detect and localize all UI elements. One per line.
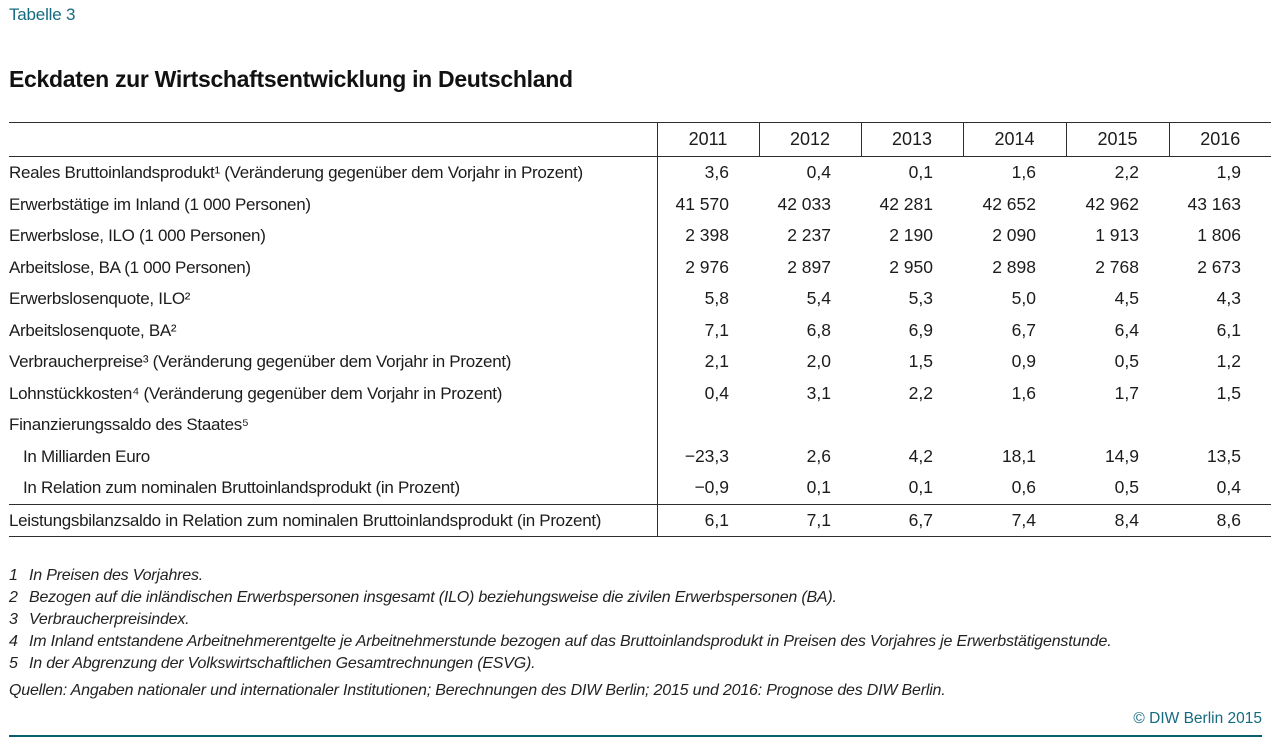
value-cell: 7,1: [759, 504, 861, 537]
value-cell: 2 673: [1197, 256, 1241, 277]
value-cell: 6,7: [1011, 319, 1036, 340]
data-table: [9, 122, 1271, 537]
row-label: Arbeitslosenquote, BA²: [9, 320, 177, 340]
value-cell: 18,1: [1001, 445, 1036, 466]
value-cell: 2,0: [806, 351, 831, 371]
value-cell: [759, 409, 861, 441]
value-cell: 6,8: [806, 319, 831, 340]
table-row: [9, 409, 1271, 441]
row-label: In Milliarden Euro: [23, 446, 150, 466]
row-label: Erwerbslose, ILO (1 000 Personen): [9, 226, 266, 245]
value-cell: 5,8: [657, 283, 759, 315]
value-cell: [1169, 409, 1271, 441]
table-row: [9, 252, 1271, 284]
value-cell: 6,4: [1114, 319, 1139, 340]
value-cell: 2,1: [657, 346, 759, 378]
footnote-item: [9, 565, 1271, 587]
value-cell: 3,1: [806, 382, 831, 403]
row-label: Arbeitslose, BA (1 000 Personen): [9, 257, 251, 277]
year-header: 2011: [657, 123, 759, 157]
value-cell: 1,6: [1011, 162, 1036, 182]
year-header: 2014: [963, 123, 1066, 157]
value-cell: 2,2: [1114, 162, 1139, 182]
footnote-text: In der Abgrenzung der Volkswirtschaftlichen Gesamtrechnungen (ESVG).: [29, 655, 536, 672]
row-label: In Relation zum nominalen Bruttoinlandsprodukt (in Prozent): [23, 478, 460, 497]
value-cell: 2 898: [992, 256, 1036, 277]
value-cell: 6,1: [1216, 319, 1241, 340]
value-cell: 5,3: [908, 288, 933, 308]
footnote-text: Bezogen auf die inländischen Erwerbspersonen insgesamt (ILO) beziehungsweise die zivilen Erwerbspersonen (BA).: [29, 589, 837, 606]
value-cell: 6,1: [657, 504, 759, 537]
value-cell: 2,2: [908, 382, 933, 403]
footnotes: [9, 565, 1271, 675]
value-cell: 6,7: [861, 504, 963, 537]
value-cell: 42 962: [1085, 193, 1139, 214]
value-cell: 4,2: [908, 445, 933, 466]
table-row: [9, 220, 1271, 252]
footnote-text: In Preisen des Vorjahres.: [29, 567, 204, 584]
row-label: Verbraucherpreise³ (Veränderung gegenüber dem Vorjahr in Prozent): [9, 352, 512, 371]
value-cell: [1066, 409, 1169, 441]
value-cell: 2 237: [787, 225, 831, 245]
footnote-item: [9, 587, 1271, 609]
value-cell: 1,9: [1216, 162, 1241, 182]
value-cell: 8,6: [1169, 504, 1271, 537]
value-cell: 0,1: [908, 162, 933, 182]
footnote-number: 2: [9, 589, 18, 606]
table-row: [9, 472, 1271, 504]
value-cell: 8,4: [1066, 504, 1169, 537]
value-cell: 0,4: [657, 378, 759, 410]
year-header: 2016: [1169, 123, 1271, 157]
value-cell: 1,5: [1216, 382, 1241, 403]
year-header: 2012: [759, 123, 861, 157]
footnote-number: 3: [9, 611, 18, 628]
value-cell: 0,9: [1011, 351, 1036, 371]
value-cell: 7,1: [657, 315, 759, 347]
row-label: Erwerbslosenquote, ILO²: [9, 289, 191, 308]
value-cell: 2 950: [889, 256, 933, 277]
footnote-number: 1: [9, 567, 18, 584]
value-cell: 5,4: [806, 288, 831, 308]
year-header: 2013: [861, 123, 963, 157]
value-cell: 0,4: [806, 162, 831, 182]
footnote-number: 5: [9, 655, 18, 672]
value-cell: 6,9: [908, 319, 933, 340]
value-cell: 13,5: [1206, 445, 1241, 466]
sources-line: Quellen: Angaben nationaler und internationaler Institutionen; Berechnungen des DIW Berlin; 2015 und 2016: Prognose des DIW Berlin.: [9, 682, 946, 699]
footnote-text: Im Inland entstandene Arbeitnehmerentgelte je Arbeitnehmerstunde bezogen auf das Bruttoinlandsprodukt in Preisen des Vorjahres je Erwerbstätigenstunde.: [29, 633, 1112, 650]
value-cell: 41 570: [657, 189, 759, 221]
table-row: [9, 346, 1271, 378]
row-label: Finanzierungssaldo des Staates⁵: [9, 415, 249, 434]
value-cell: 0,1: [806, 477, 831, 497]
footnote-item: [9, 609, 1271, 631]
value-cell: 42 033: [777, 193, 831, 214]
value-cell: 42 281: [879, 193, 933, 214]
value-cell: 2 768: [1095, 256, 1139, 277]
table-kicker: Tabelle 3: [9, 5, 76, 24]
value-cell: 1,7: [1114, 382, 1139, 403]
footnote-item: [9, 631, 1271, 653]
value-cell: 2 897: [787, 256, 831, 277]
footnote-number: 4: [9, 633, 18, 650]
value-cell: 1,5: [908, 351, 933, 371]
row-label: Lohnstückkosten⁴ (Veränderung gegenüber dem Vorjahr in Prozent): [9, 383, 503, 403]
table-row: [9, 157, 1271, 189]
page-title: Eckdaten zur Wirtschaftsentwicklung in Deutschland: [9, 66, 573, 92]
bottom-rule: [9, 735, 1262, 737]
value-cell: 1 806: [1197, 225, 1241, 245]
footnote-text: Verbraucherpreisindex.: [29, 611, 190, 628]
value-cell: 5,0: [1011, 288, 1036, 308]
value-cell: 2 398: [657, 220, 759, 252]
value-cell: [657, 409, 759, 441]
footnote-item: [9, 653, 1271, 675]
value-cell: 3,6: [657, 157, 759, 189]
value-cell: 42 652: [982, 193, 1036, 214]
value-cell: 0,6: [1011, 477, 1036, 497]
value-cell: 1,6: [1011, 382, 1036, 403]
value-cell: 0,4: [1216, 477, 1241, 497]
table-row: [9, 189, 1271, 221]
value-cell: −23,3: [657, 441, 759, 473]
value-cell: 0,5: [1114, 477, 1139, 497]
value-cell: 4,3: [1216, 288, 1241, 308]
row-label: Reales Bruttoinlandsprodukt¹ (Veränderung gegenüber dem Vorjahr in Prozent): [9, 163, 583, 182]
value-cell: [861, 409, 963, 441]
table-row: [9, 441, 1271, 473]
value-cell: 1,2: [1216, 351, 1241, 371]
table-row: [9, 283, 1271, 315]
value-cell: 2,6: [806, 445, 831, 466]
value-cell: 14,9: [1104, 445, 1139, 466]
copyright: © DIW Berlin 2015: [1133, 710, 1262, 727]
value-cell: 0,5: [1114, 351, 1139, 371]
value-cell: 43 163: [1187, 193, 1241, 214]
table-row: [9, 504, 1271, 537]
value-cell: −0,9: [657, 472, 759, 504]
value-cell: 0,1: [908, 477, 933, 497]
value-cell: 4,5: [1114, 288, 1139, 308]
table-body: [9, 157, 1271, 537]
value-cell: [963, 409, 1066, 441]
value-cell: 2 976: [657, 252, 759, 284]
table-row: [9, 315, 1271, 347]
row-label: Leistungsbilanzsaldo in Relation zum nominalen Bruttoinlandsprodukt (in Prozent): [9, 504, 657, 537]
value-cell: 7,4: [963, 504, 1066, 537]
row-label-header: [9, 123, 657, 157]
value-cell: 2 190: [889, 225, 933, 245]
table-row: [9, 378, 1271, 410]
row-label: Erwerbstätige im Inland (1 000 Personen): [9, 194, 311, 214]
value-cell: 2 090: [992, 225, 1036, 245]
year-header: 2015: [1066, 123, 1169, 157]
value-cell: 1 913: [1095, 225, 1139, 245]
header-row: [9, 123, 1271, 157]
